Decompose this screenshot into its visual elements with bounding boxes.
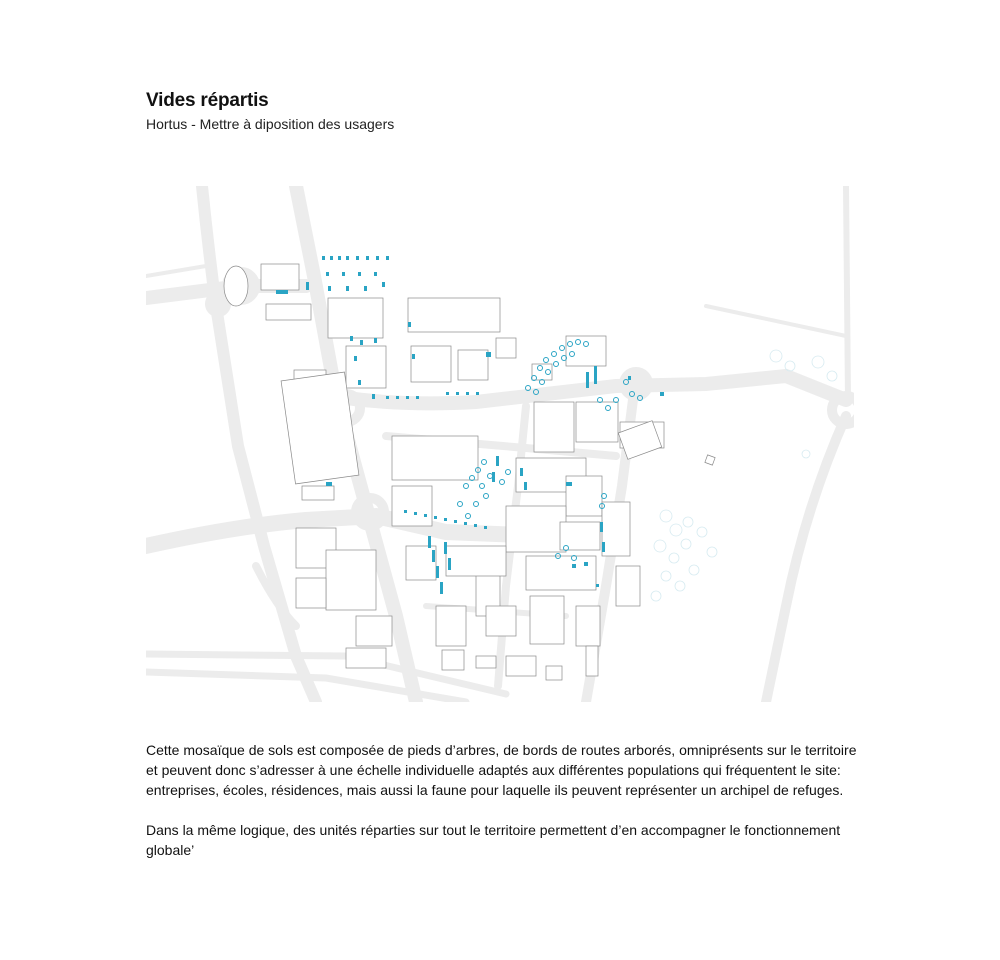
building — [266, 304, 311, 320]
building — [534, 402, 574, 452]
building — [296, 578, 326, 608]
building — [576, 606, 600, 646]
building — [392, 436, 478, 480]
building — [496, 338, 516, 358]
building — [406, 546, 436, 580]
page-subtitle: Hortus - Mettre à diposition des usagers — [146, 116, 395, 132]
building — [486, 606, 516, 636]
building — [530, 596, 564, 644]
buildings — [224, 264, 715, 680]
building — [446, 546, 506, 576]
building — [436, 606, 466, 646]
road-diagonal-ne — [706, 306, 846, 336]
road-diagonal-nw — [146, 266, 206, 276]
building — [346, 346, 386, 388]
building — [281, 372, 359, 484]
road-far-east-north — [846, 186, 848, 400]
page-title: Vides répartis — [146, 90, 269, 111]
building — [586, 646, 598, 676]
building — [526, 556, 596, 590]
road-far-east — [766, 416, 846, 702]
site-map — [146, 186, 854, 702]
building — [326, 550, 376, 610]
building — [356, 616, 392, 646]
building — [506, 506, 566, 552]
building — [328, 298, 383, 338]
building — [576, 402, 618, 442]
roundabout-far-east — [832, 396, 854, 424]
site-map-svg — [146, 186, 854, 702]
building — [476, 656, 496, 668]
building — [346, 648, 386, 668]
building — [392, 486, 432, 526]
building — [705, 455, 715, 465]
building-oval — [224, 266, 248, 306]
building — [261, 264, 299, 290]
building — [546, 666, 562, 680]
description-paragraph-2: Dans la même logique, des unités réparties sur tout le territoire permettent d’en accompagner le fonctionnement globale’ — [146, 822, 841, 858]
description — [146, 740, 858, 880]
building — [616, 566, 640, 606]
road-south-horizontal — [146, 516, 546, 546]
description-paragraph-1: Cette mosaïque de sols est composée de pieds d’arbres, de bords de routes arborés, omniprésents sur le territoire et peuvent donc s’adresser à une échelle individuelle adaptés aux différentes populations qui fréquentent le site: entreprises, écoles, résidences, mais aussi la faune pour laquelle ils peuvent représenter un archipel de refuges. — [146, 742, 857, 798]
building — [506, 656, 536, 676]
building — [302, 486, 334, 500]
building — [458, 350, 488, 380]
building — [602, 502, 630, 556]
building — [442, 650, 464, 670]
building — [408, 298, 500, 332]
building — [411, 346, 451, 382]
